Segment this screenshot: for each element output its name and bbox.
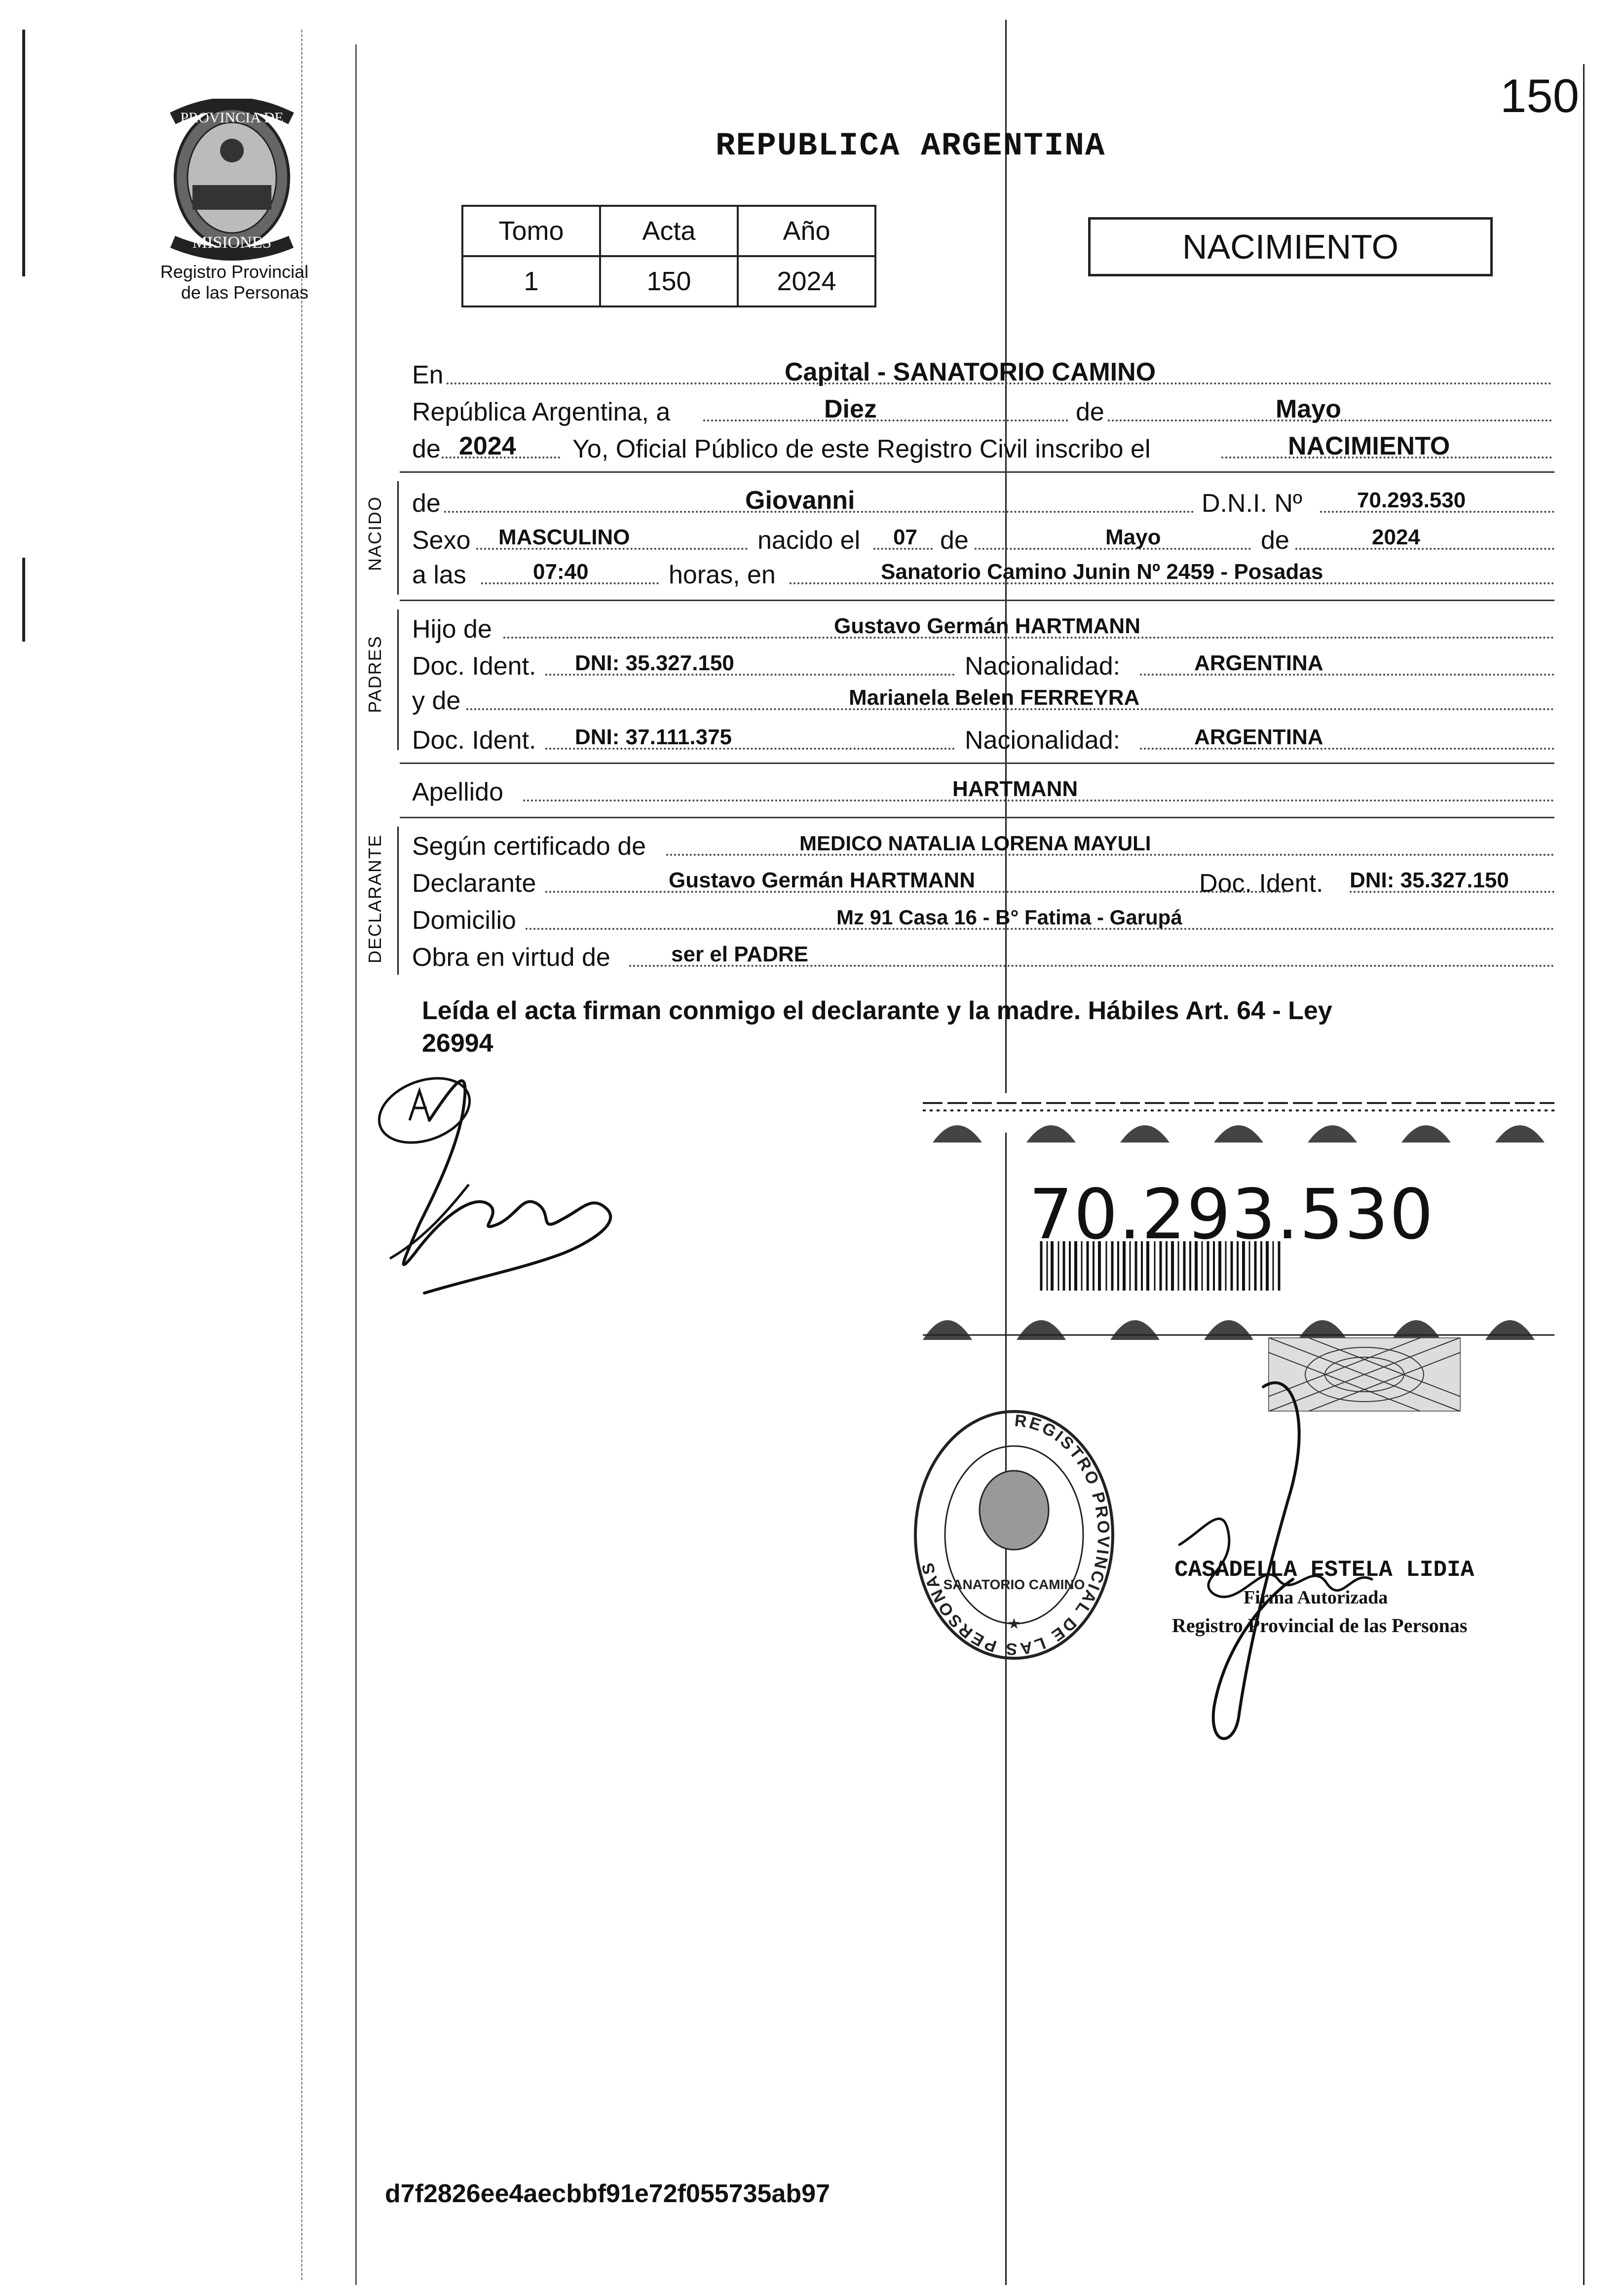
de-label: de: [1076, 398, 1104, 426]
de-birth-month-label: de: [940, 526, 969, 555]
father-row: [412, 612, 1559, 647]
section-divider: [400, 471, 1554, 473]
capacity-value: ser el PADRE: [671, 942, 808, 966]
time-row: [412, 558, 1559, 592]
birth-year-value: 2024: [1372, 525, 1420, 549]
section-divider: [400, 763, 1554, 764]
de-year-label: de: [412, 435, 441, 463]
left-margin-bar-lower: [22, 558, 25, 642]
declarant-doc-label: Doc. Ident.: [1199, 869, 1323, 898]
mother-doc-row: [412, 723, 1559, 758]
surname-value: HARTMANN: [952, 777, 1078, 801]
surname-row: [412, 775, 1559, 809]
registry-table: [461, 205, 876, 307]
certificate-row: [412, 829, 1559, 864]
y-de-label: y de: [412, 686, 461, 715]
nacido-el-label: nacido el: [757, 526, 861, 555]
declarante-bar: [397, 827, 399, 975]
dotted-line: [703, 419, 1068, 421]
father-doc-value: DNI: 35.327.150: [575, 651, 734, 675]
province-crest-icon: [153, 99, 311, 262]
table-value-acta: 150: [600, 256, 738, 306]
country-title: REPUBLICA ARGENTINA: [716, 127, 1106, 164]
year-value: 2024: [459, 432, 516, 460]
nacido-section-label: NACIDO: [365, 496, 385, 572]
mother-doc-label: Doc. Ident.: [412, 726, 536, 755]
a-las-label: a las: [412, 561, 466, 589]
sex-label: Sexo: [412, 526, 471, 555]
father-nationality-label: Nacionalidad:: [965, 652, 1121, 681]
official-role: Firma Autorizada: [1244, 1587, 1388, 1608]
name-value: Giovanni: [745, 486, 855, 515]
sex-row: [412, 523, 1559, 558]
mother-nationality-value: ARGENTINA: [1194, 725, 1323, 749]
registry-stamp: [901, 1397, 1128, 1673]
dni-label: D.N.I. Nº: [1202, 489, 1302, 518]
father-doc-row: [412, 649, 1559, 684]
birth-month-value: Mayo: [1105, 525, 1161, 549]
table-header-acta: Acta: [600, 206, 738, 256]
mother-doc-value: DNI: 37.111.375: [575, 725, 732, 749]
declarant-row: [412, 866, 1559, 901]
declarant-value: Gustavo Germán HARTMANN: [669, 868, 975, 892]
right-edge-line: [1583, 64, 1585, 2285]
nacido-bar: [397, 481, 399, 595]
declarant-doc-value: DNI: 35.327.150: [1350, 868, 1509, 892]
birth-place-value: Sanatorio Camino Junin Nº 2459 - Posadas: [881, 560, 1323, 584]
address-value: Mz 91 Casa 16 - B° Fatima - Garupá: [836, 906, 1182, 929]
mother-value: Marianela Belen FERREYRA: [849, 686, 1140, 710]
mother-nationality-label: Nacionalidad:: [965, 726, 1121, 755]
closing-line-1: Leída el acta firman conmigo el declarante y la madre. Hábiles Art. 64 - Ley: [422, 996, 1332, 1025]
day-words-value: Diez: [824, 395, 877, 423]
document-hash: d7f2826ee4aecbbf91e72f055735ab97: [385, 2179, 831, 2208]
sex-value: MASCULINO: [498, 525, 630, 549]
svg-text:MISIONES: MISIONES: [192, 233, 272, 252]
binding-line: [355, 44, 357, 2285]
dotted-line: [1350, 891, 1554, 893]
hijo-de-label: Hijo de: [412, 615, 492, 644]
table-header-tomo: Tomo: [462, 206, 600, 256]
punch-dots: [301, 30, 332, 2280]
surname-label: Apellido: [412, 778, 504, 806]
time-value: 07:40: [533, 560, 589, 584]
place-row: [412, 358, 1559, 392]
capacity-row: [412, 940, 1559, 975]
father-value: Gustavo Germán HARTMANN: [834, 614, 1140, 638]
svg-text:SANATORIO CAMINO: SANATORIO CAMINO: [943, 1577, 1085, 1592]
address-label: Domicilio: [412, 906, 516, 935]
mother-row: [412, 684, 1559, 718]
section-divider: [400, 600, 1554, 601]
record-kind-box: NACIMIENTO: [1088, 217, 1493, 276]
padres-bar: [397, 610, 399, 750]
table-header-ano: Año: [738, 206, 875, 256]
place-value: Capital - SANATORIO CAMINO: [785, 358, 1156, 386]
oficial-text: Yo, Oficial Público de este Registro Civil inscribo el: [572, 435, 1151, 463]
address-row: [412, 903, 1559, 938]
month-value: Mayo: [1276, 395, 1341, 423]
certificate-value: MEDICO NATALIA LORENA MAYULI: [799, 832, 1151, 855]
father-doc-label: Doc. Ident.: [412, 652, 536, 681]
year-row: [412, 432, 1559, 466]
date-row: [412, 395, 1559, 429]
name-row: [412, 486, 1559, 521]
table-value-ano: 2024: [738, 256, 875, 306]
padres-section-label: PADRES: [365, 635, 385, 713]
father-nationality-value: ARGENTINA: [1194, 651, 1323, 675]
closing-line-2: 26994: [422, 1029, 493, 1058]
certificate-label: Según certificado de: [412, 832, 646, 861]
republica-label: República Argentina, a: [412, 398, 671, 426]
page-number: 150: [1500, 70, 1580, 122]
sticker-dni-number: 70.293.530: [1029, 1175, 1435, 1255]
table-value-tomo: 1: [462, 256, 600, 306]
official-office: Registro Provincial de las Personas: [1172, 1614, 1468, 1637]
dotted-line: [1295, 548, 1554, 550]
place-label: En: [412, 361, 444, 389]
declarant-signature: [375, 1046, 671, 1323]
de-name-label: de: [412, 489, 441, 518]
dni-value: 70.293.530: [1357, 488, 1466, 512]
act-type-value: NACIMIENTO: [1288, 432, 1450, 460]
svg-text:PROVINCIA DE: PROVINCIA DE: [180, 110, 284, 126]
capacity-label: Obra en virtud de: [412, 943, 610, 972]
section-divider: [400, 817, 1554, 818]
svg-text:REGISTRO PROVINCIAL DE LAS PER: REGISTRO PROVINCIAL DE LAS PERSONAS: [918, 1411, 1113, 1659]
svg-text:★: ★: [1007, 1616, 1021, 1632]
birth-day-value: 07: [893, 525, 917, 549]
horas-label: horas, en: [669, 561, 776, 589]
official-name: CASADELLA ESTELA LIDIA: [1174, 1557, 1474, 1583]
declarante-section-label: DECLARANTE: [365, 834, 385, 964]
left-margin-bar: [22, 30, 25, 276]
registry-caption: Registro Provincial de las Personas: [160, 262, 308, 303]
declarant-label: Declarante: [412, 869, 536, 898]
de-birth-year-label: de: [1261, 526, 1289, 555]
